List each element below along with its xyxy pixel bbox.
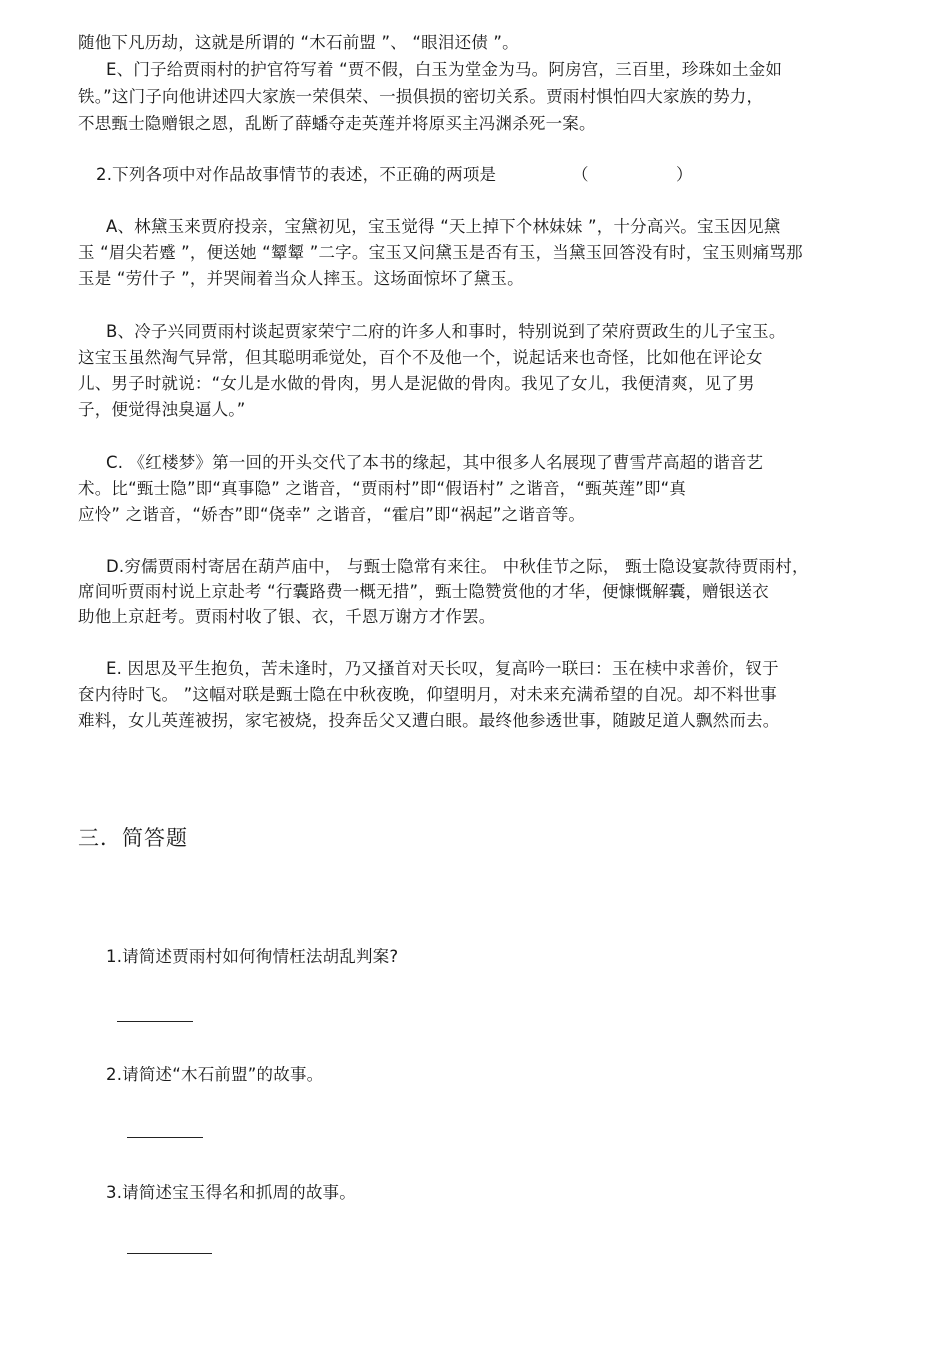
short-answer-question-2: 2.请简述“木石前盟”的故事。 [106, 1065, 324, 1084]
q2-answer-bracket-open: （ [572, 165, 589, 184]
q2-answer-bracket-close: ） [676, 165, 693, 184]
q2-option-a-line-1: A、林黛玉来贾府投亲，宝黛初见，宝玉觉得 “天上掉下个林妹妹 ”，十分高兴。宝玉因见黛 [106, 217, 781, 236]
q2-option-c-line-3: 应怜” 之谐音，“娇杏”即“侥幸” 之谐音，“霍启”即“祸起”之谐音等。 [78, 505, 586, 524]
short-answer-question-1: 1.请简述贾雨村如何徇情枉法胡乱判案? [106, 947, 399, 966]
q2-option-b-line-2: 这宝玉虽然淘气异常，但其聪明乖觉处，百个不及他一个，说起话来也奇怪，比如他在评论女 [78, 348, 763, 367]
q2-option-b-line-4: 子，便觉得浊臭逼人。” [78, 400, 246, 419]
q2-stem: 2.下列各项中对作品故事情节的表述，不正确的两项是 [96, 165, 497, 184]
q1-option-e-line-3: 不思甄士隐赠银之恩，乱断了薛蟠夺走英莲并将原买主冯渊杀死一案。 [78, 114, 596, 133]
q2-option-c-line-2: 术。比“甄士隐”即“真事隐” 之谐音，“贾雨村”即“假语村” 之谐音，“甄英莲”即“真 [78, 479, 687, 498]
answer-blank-2[interactable] [127, 1137, 203, 1138]
q1-option-d-tail: 随他下凡历劫，这就是所谓的 “木石前盟 ”、 “眼泪还债 ”。 [78, 33, 519, 52]
q1-option-e-line-1: E、门子给贾雨村的护官符写着 “贾不假，白玉为堂金为马。阿房宫，三百里，珍珠如土金如 [106, 60, 783, 79]
q2-option-e-line-2: 奁内待时飞。 ”这幅对联是甄士隐在中秋夜晚，仰望明月，对未来充满希望的自况。却不料世事 [78, 685, 777, 704]
answer-blank-1[interactable] [117, 1021, 193, 1022]
q2-option-d-line-2: 席间听贾雨村说上京赴考 “行囊路费一概无措”，甄士隐赞赏他的才华，便慷慨解囊，赠银送衣 [78, 582, 769, 601]
short-answer-question-3: 3.请简述宝玉得名和抓周的故事。 [106, 1183, 356, 1202]
q2-option-e-line-3: 难料，女儿英莲被拐，家宅被烧，投奔岳父又遭白眼。最终他参透世事，随跛足道人飘然而去。 [78, 711, 780, 730]
q2-option-b-line-1: B、冷子兴同贾雨村谈起贾家荣宁二府的许多人和事时，特别说到了荣府贾政生的儿子宝玉。 [106, 322, 786, 341]
q2-option-d-line-3: 助他上京赶考。贾雨村收了银、衣，千恩万谢方才作罢。 [78, 607, 496, 626]
section-3-heading: 三．简答题 [78, 826, 188, 850]
q2-option-e-line-1: E. 因思及平生抱负，苦未逢时，乃又搔首对天长叹，复高吟一联曰：玉在椟中求善价，钗于 [106, 659, 779, 678]
answer-blank-3[interactable] [127, 1253, 212, 1254]
q2-option-c-line-1: C. 《红楼梦》第一回的开头交代了本书的缘起，其中很多人名展现了曹雪芹高超的谐音艺 [106, 453, 764, 472]
q2-option-d-line-1: D.穷儒贾雨村寄居在葫芦庙中， 与甄士隐常有来往。 中秋佳节之际， 甄士隐设宴款待贾雨村， [106, 557, 809, 576]
q1-option-e-line-2: 铁。”这门子向他讲述四大家族一荣俱荣、一损俱损的密切关系。贾雨村惧怕四大家族的势力， [78, 87, 764, 106]
q2-option-a-line-2: 玉 “眉尖若蹙 ”，便送她 “颦颦 ”二字。宝玉又问黛玉是否有玉，当黛玉回答没有时，宝玉则痛骂那 [78, 243, 803, 262]
q2-option-a-line-3: 玉是 “劳什子 ”，并哭闹着当众人摔玉。这场面惊坏了黛玉。 [78, 269, 524, 288]
q2-option-b-line-3: 儿、男子时就说：“女儿是水做的骨肉，男人是泥做的骨肉。我见了女儿，我便清爽，见了男 [78, 374, 755, 393]
